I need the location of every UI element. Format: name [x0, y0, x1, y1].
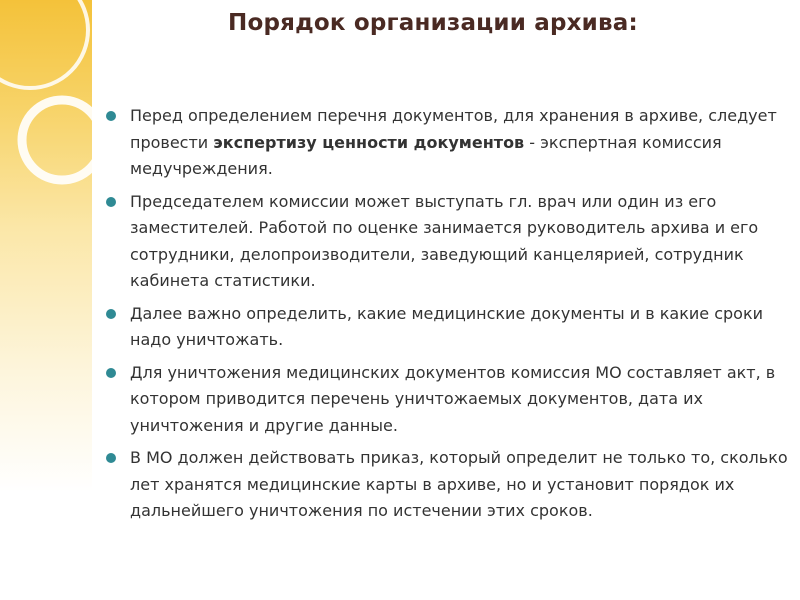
- slide-title: Порядок организации архива:: [228, 10, 638, 36]
- bullet-dot-icon: [106, 111, 116, 121]
- decorative-rings: [0, 0, 110, 220]
- bullet-text-part: Для уничтожения медицинских документов комиссия МО составляет акт, в котором приводится перечень уничтожаемых документов, дата их уничтожения и другие данные.: [130, 362, 776, 435]
- bullet-text: [130, 192, 758, 291]
- bullet-dot-icon: [106, 197, 116, 207]
- bullet-dot-icon: [106, 368, 116, 378]
- bullet-dot-icon: [106, 453, 116, 463]
- ring-small: [22, 100, 102, 180]
- bullet-text-part: Далее важно определить, какие медицинские документы и в какие сроки надо уничтожать.: [130, 303, 764, 349]
- bullet-text-part: В МО должен действовать приказ, который определит не только то, сколько лет хранятся медицинские карты в архиве, но и установит порядок их дальнейшего уничтожения по истечении этих сроков.: [130, 448, 788, 520]
- bullet-item: [104, 445, 794, 525]
- bullet-list: [104, 103, 794, 531]
- bullet-text-part: - экспертная комиссия медучреждения.: [130, 132, 722, 178]
- bullet-text-part: Председателем комиссии может выступать гл. врач или один из его заместителей. Работой по оценке занимается руководитель архива и его сотрудники, делопроизводители, заведующий канцелярией, сотрудник кабинета статистики.: [130, 191, 759, 290]
- bullet-text: [130, 363, 775, 435]
- bullet-text: [130, 304, 763, 350]
- ring-large: [0, 0, 88, 88]
- bullet-item: [104, 103, 794, 183]
- bullet-item: [104, 301, 794, 354]
- bullet-dot-icon: [106, 309, 116, 319]
- bullet-item: [104, 189, 794, 295]
- bullet-item: [104, 360, 794, 440]
- bullet-text: [130, 448, 788, 520]
- bullet-text-bold: экспертизу ценности документов: [213, 132, 525, 152]
- bullet-text: [130, 106, 777, 178]
- bullet-text-part: Перед определением перечня документов, для хранения в архиве, следует провести: [130, 106, 777, 152]
